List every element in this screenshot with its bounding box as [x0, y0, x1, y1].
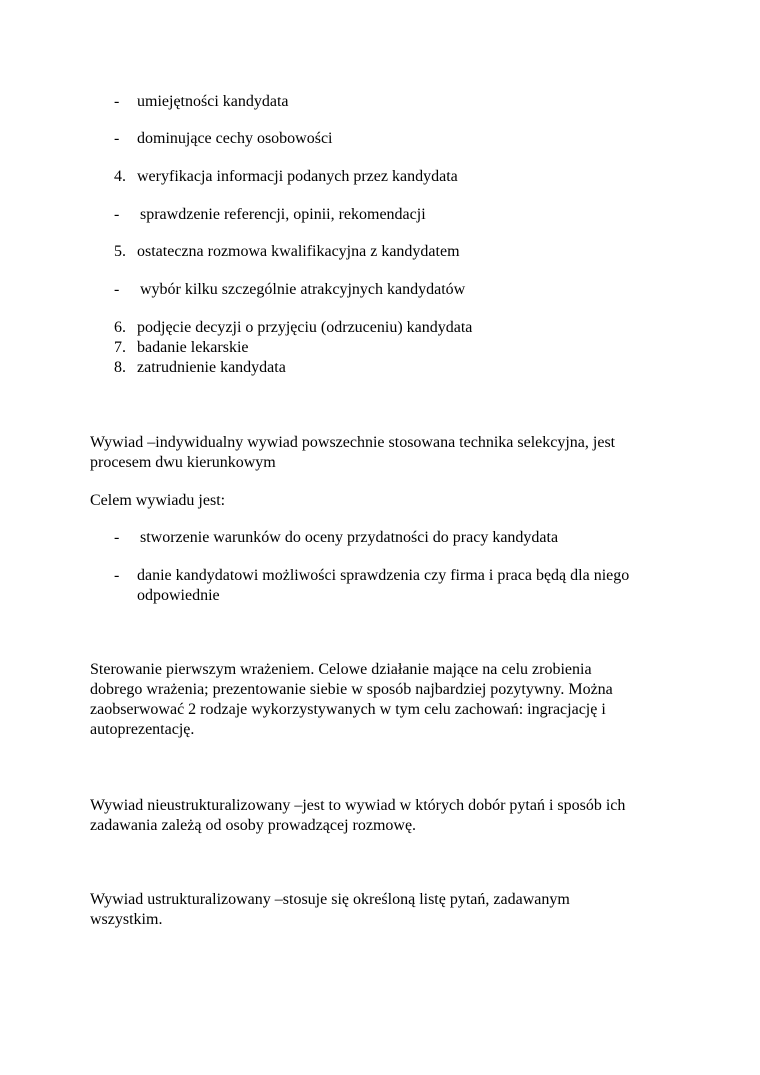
list-dash-marker: - [114, 281, 120, 298]
list-dash-marker: - [114, 529, 120, 546]
list-item-text: wybór kilku szczególnie atrakcyjnych kandydatów [140, 281, 466, 298]
list-item-text: danie kandydatowi możliwości sprawdzenia czy firma i praca będą dla niego [137, 567, 630, 584]
list-item-text: zatrudnienie kandydata [137, 359, 286, 376]
list-dash-marker: - [114, 567, 120, 584]
paragraph-line: zadawania zależą od osoby prowadzącej rozmowę. [90, 817, 417, 834]
list-item-text: weryfikacja informacji podanych przez kandydata [137, 168, 458, 185]
paragraph-line: autoprezentację. [90, 721, 195, 738]
paragraph-line: Wywiad –indywidualny wywiad powszechnie stosowana technika selekcyjna, jest [90, 434, 616, 451]
list-number-marker: 4. [114, 168, 126, 185]
list-number-marker: 5. [114, 243, 126, 260]
paragraph-line: dobrego wrażenia; prezentowanie siebie w sposób najbardziej pozytywny. Można [90, 681, 613, 698]
list-item-text: dominujące cechy osobowości [137, 130, 333, 147]
paragraph-line: procesem dwu kierunkowym [90, 454, 276, 471]
list-number-marker: 6. [114, 319, 126, 336]
paragraph-line: Wywiad ustrukturalizowany –stosuje się określoną listę pytań, zadawanym [90, 891, 570, 908]
list-item-text: ostateczna rozmowa kwalifikacyjna z kandydatem [137, 243, 460, 260]
list-item-text: podjęcie decyzji o przyjęciu (odrzuceniu) kandydata [137, 319, 473, 336]
paragraph-line: Wywiad nieustrukturalizowany –jest to wywiad w których dobór pytań i sposób ich [90, 797, 626, 814]
list-dash-marker: - [114, 93, 120, 110]
list-item-text: umiejętności kandydata [137, 93, 289, 110]
list-dash-marker: - [114, 206, 120, 223]
section-heading: Celem wywiadu jest: [90, 492, 226, 509]
list-item-text: sprawdzenie referencji, opinii, rekomendacji [140, 206, 426, 223]
list-number-marker: 8. [114, 359, 126, 376]
paragraph-line: Sterowanie pierwszym wrażeniem. Celowe działanie mające na celu zrobienia [90, 661, 592, 678]
list-dash-marker: - [114, 130, 120, 147]
list-item-text: stworzenie warunków do oceny przydatności do pracy kandydata [140, 529, 559, 546]
paragraph-line: wszystkim. [90, 911, 163, 928]
list-number-marker: 7. [114, 339, 126, 356]
list-item-text: badanie lekarskie [137, 339, 249, 356]
paragraph-line: zaobserwować 2 rodzaje wykorzystywanych w tym celu zachowań: ingracjację i [90, 701, 606, 718]
list-item-text: odpowiednie [137, 587, 220, 604]
